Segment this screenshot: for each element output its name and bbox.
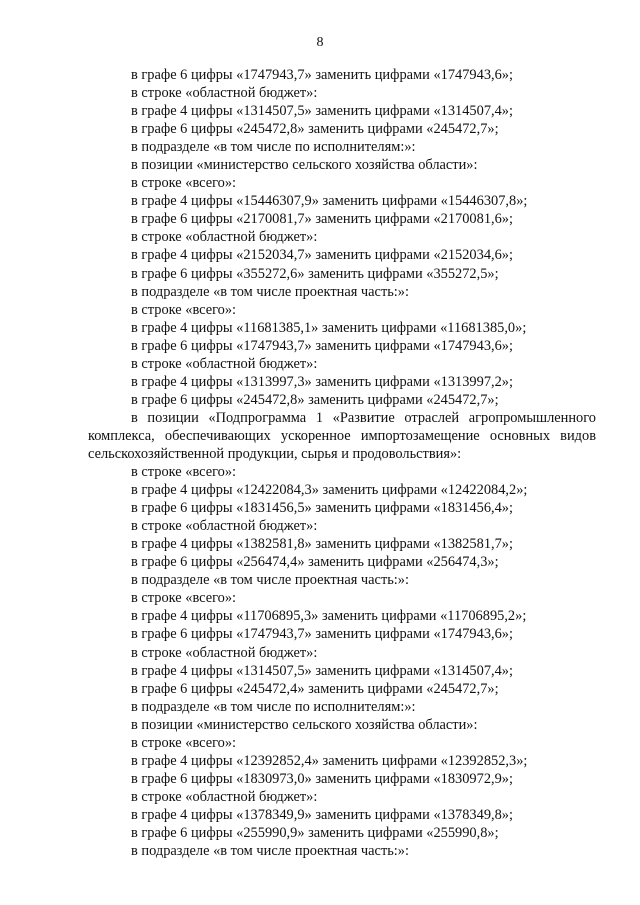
page-number: 8 [316, 35, 324, 50]
amendment-line: в графе 6 цифры «1831456,5» заменить цифрами «1831456,4»; [131, 500, 513, 517]
amendment-line: в графе 6 цифры «1747943,7» заменить цифрами «1747943,6»; [131, 337, 513, 354]
amendment-line: в графе 4 цифры «1382581,8» заменить цифрами «1382581,7»; [131, 536, 513, 553]
amendment-line: в графе 6 цифры «1830973,0» заменить цифрами «1830972,9»; [131, 770, 513, 787]
amendment-line: в графе 6 цифры «256474,4» заменить цифрами «256474,3»; [131, 554, 499, 571]
amendment-line: в графе 4 цифры «1314507,5» заменить цифрами «1314507,4»; [131, 662, 513, 679]
amendment-line: в строке «всего»: [131, 734, 237, 751]
amendment-line: в графе 4 цифры «12392852,4» заменить цифрами «12392852,3»; [131, 752, 528, 769]
amendment-line: в строке «всего»: [131, 464, 237, 481]
amendment-line: в графе 6 цифры «355272,6» заменить цифрами «355272,5»; [131, 265, 499, 282]
amendment-line: в позиции «министерство сельского хозяйства области»: [131, 716, 478, 733]
amendment-line: в графе 4 цифры «2152034,7» заменить цифрами «2152034,6»; [131, 247, 513, 264]
amendment-line: в графе 6 цифры «245472,8» заменить цифрами «245472,7»; [131, 121, 499, 138]
amendment-line: в графе 6 цифры «1747943,7» заменить цифрами «1747943,6»; [131, 626, 513, 643]
amendment-line: в подразделе «в том числе проектная часть:»: [131, 572, 409, 589]
amendment-line: в графе 6 цифры «245472,4» заменить цифрами «245472,7»; [131, 680, 499, 697]
amendment-line: в подразделе «в том числе по исполнителям:»: [131, 698, 416, 715]
amendment-line: в графе 6 цифры «255990,9» заменить цифрами «255990,8»; [131, 824, 499, 841]
amendment-line: в графе 6 цифры «245472,8» заменить цифрами «245472,7»; [131, 391, 499, 408]
amendment-line: в подразделе «в том числе проектная часть:»: [131, 843, 409, 860]
amendment-line: в строке «областной бюджет»: [131, 229, 318, 246]
amendment-text [88, 66, 596, 860]
amendment-line: в подразделе «в том числе по исполнителям:»: [131, 139, 416, 156]
amendment-line: в строке «областной бюджет»: [131, 85, 318, 102]
amendment-line: в подразделе «в том числе проектная часть:»: [131, 283, 409, 300]
amendment-line: в строке «всего»: [131, 590, 237, 607]
amendment-line: в позиции «министерство сельского хозяйства области»: [131, 157, 478, 174]
amendment-line: в строке «областной бюджет»: [131, 788, 318, 805]
amendment-line: в графе 6 цифры «2170081,7» заменить цифрами «2170081,6»; [131, 211, 513, 228]
amendment-line: в графе 4 цифры «1314507,5» заменить цифрами «1314507,4»; [131, 103, 513, 120]
subprogram-paragraph: в позиции «Подпрограмма 1 «Развитие отраслей агропромышленного комплекса, обеспечивающих ускоренное импортозамещение основных видов сельскохозяйственной продукции, сырья и продовольствия»: [88, 409, 596, 462]
amendment-line: в строке «областной бюджет»: [131, 644, 318, 661]
amendment-line: в строке «областной бюджет»: [131, 518, 318, 535]
amendment-line: в строке «всего»: [131, 301, 237, 318]
amendment-line: в графе 4 цифры «11681385,1» заменить цифрами «11681385,0»; [131, 319, 527, 336]
amendment-line: в графе 4 цифры «1378349,9» заменить цифрами «1378349,8»; [131, 806, 513, 823]
amendment-line: в строке «областной бюджет»: [131, 355, 318, 372]
amendment-line: в графе 6 цифры «1747943,7» заменить цифрами «1747943,6»; [131, 67, 513, 83]
amendment-line: в графе 4 цифры «1313997,3» заменить цифрами «1313997,2»; [131, 373, 513, 390]
amendment-line: в графе 4 цифры «11706895,3» заменить цифрами «11706895,2»; [131, 608, 527, 625]
amendment-line: в графе 4 цифры «12422084,3» заменить цифрами «12422084,2»; [131, 482, 528, 499]
amendment-line: в графе 4 цифры «15446307,9» заменить цифрами «15446307,8»; [131, 193, 528, 210]
amendment-line: в строке «всего»: [131, 175, 237, 192]
